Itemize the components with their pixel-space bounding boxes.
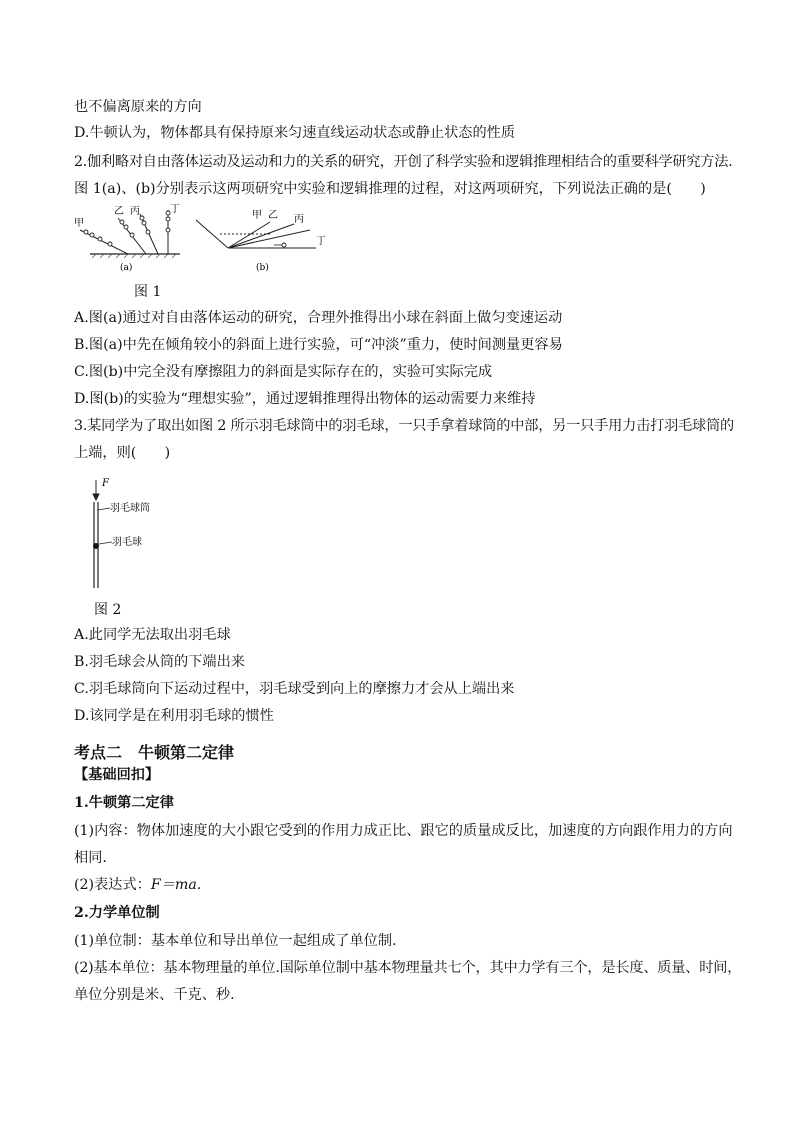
figure-1b-ball <box>274 243 286 247</box>
paragraph-content-cont: 相同. <box>74 850 107 866</box>
question-2-stem: 2.伽利略对自由落体运动及运动和力的关系的研究，开创了科学实验和逻辑推理相结合的重要科学研究方法. <box>74 154 733 170</box>
paragraph-content: (1)内容：物体加速度的大小跟它受到的作用力成正比、跟它的质量成反比，加速度的方向跟作用力的方向 <box>74 823 733 839</box>
figure-2-caption: 图 2 <box>94 602 122 618</box>
figure-2-ball-label: 羽毛球 <box>112 537 142 548</box>
section-title: 考点二 牛顿第二定律 <box>74 743 235 762</box>
figure-2-ball <box>93 543 99 549</box>
figure-2-ball-pointer <box>99 542 112 544</box>
figure-1a-label-ding: 丁 <box>170 204 180 215</box>
text-line: 也不偏离原来的方向 <box>74 99 202 115</box>
figure-2-tube-label: 羽毛球筒 <box>110 503 150 514</box>
paragraph-base-units-cont: 单位分别是米、千克、秒. <box>74 987 235 1003</box>
figure-1a-inclines <box>80 210 168 254</box>
figure-2-force-arrow <box>93 480 99 500</box>
option-d-q1: D.牛顿认为，物体都具有保持原来匀速直线运动状态或静止状态的性质 <box>74 125 516 141</box>
figure-1a-label-jia: 甲 <box>74 218 84 229</box>
figure-1a-ground <box>90 254 180 258</box>
figure-1-caption: 图 1 <box>134 284 162 300</box>
paragraph-unit-system: (1)单位制：基本单位和导出单位一起组成了单位制. <box>74 933 397 949</box>
option-b-q3: B.羽毛球会从筒的下端出来 <box>74 654 245 670</box>
question-3-stem-cont: 上端，则( ) <box>74 445 171 461</box>
figure-1b-label-jia: 甲 <box>252 210 262 221</box>
expression-formula: F＝ma. <box>150 877 202 893</box>
figure-1a-balls <box>84 211 170 246</box>
option-d-q3: D.该同学是在利用羽毛球的惯性 <box>74 708 274 724</box>
figure-1a-label-yi: 乙 <box>114 206 124 217</box>
figure-1b-sublabel: (b) <box>256 263 269 273</box>
figure-1b-label-bing: 丙 <box>294 214 304 225</box>
figure-1a-label-bing: 丙 <box>130 206 140 217</box>
figure-2 <box>84 474 184 594</box>
expression-prefix: (2)表达式： <box>74 877 151 893</box>
option-c-q3: C.羽毛球筒向下运动过程中，羽毛球受到向上的摩擦力才会从上端出来 <box>74 681 515 697</box>
figure-1a-sublabel: (a) <box>120 263 133 273</box>
heading-unit-system: 2.力学单位制 <box>74 905 160 921</box>
option-a-q2: A.图(a)通过对自由落体运动的研究，合理外推得出小球在斜面上做匀变速运动 <box>74 310 563 326</box>
section-subheading: 【基础回扣】 <box>74 767 160 783</box>
figure-2-tube-pointer <box>98 508 110 510</box>
figure-1b-label-yi: 乙 <box>268 210 278 221</box>
figure-2-force-label: F <box>102 478 109 489</box>
option-b-q2: B.图(a)中先在倾角较小的斜面上进行实验，可“冲淡”重力，使时间测量更容易 <box>74 337 563 353</box>
paragraph-base-units: (2)基本单位：基本物理量的单位.国际单位制中基本物理量共七个，其中力学有三个，是长度、质量、时间， <box>74 960 742 976</box>
paragraph-expression <box>74 875 734 895</box>
option-a-q3: A.此同学无法取出羽毛球 <box>74 627 231 643</box>
figure-1b-label-ding: 丁 <box>316 236 326 247</box>
question-2-stem-cont: 图 1(a)、(b)分别表示这两项研究中实验和逻辑推理的过程，对这两项研究，下列说法正确的是( ) <box>74 181 706 197</box>
heading-newton-second-law: 1.牛顿第二定律 <box>74 795 174 811</box>
option-d-q2: D.图(b)的实验为“理想实验”，通过逻辑推理得出物体的运动需要力来维持 <box>74 391 536 407</box>
question-3-stem: 3.某同学为了取出如图 2 所示羽毛球筒中的羽毛球，一只手拿着球筒的中部，另一只手用力击打羽毛球筒的 <box>74 418 735 434</box>
figure-1 <box>70 202 330 282</box>
option-c-q2: C.图(b)中完全没有摩擦阻力的斜面是实际存在的，实验可实际完成 <box>74 364 493 380</box>
